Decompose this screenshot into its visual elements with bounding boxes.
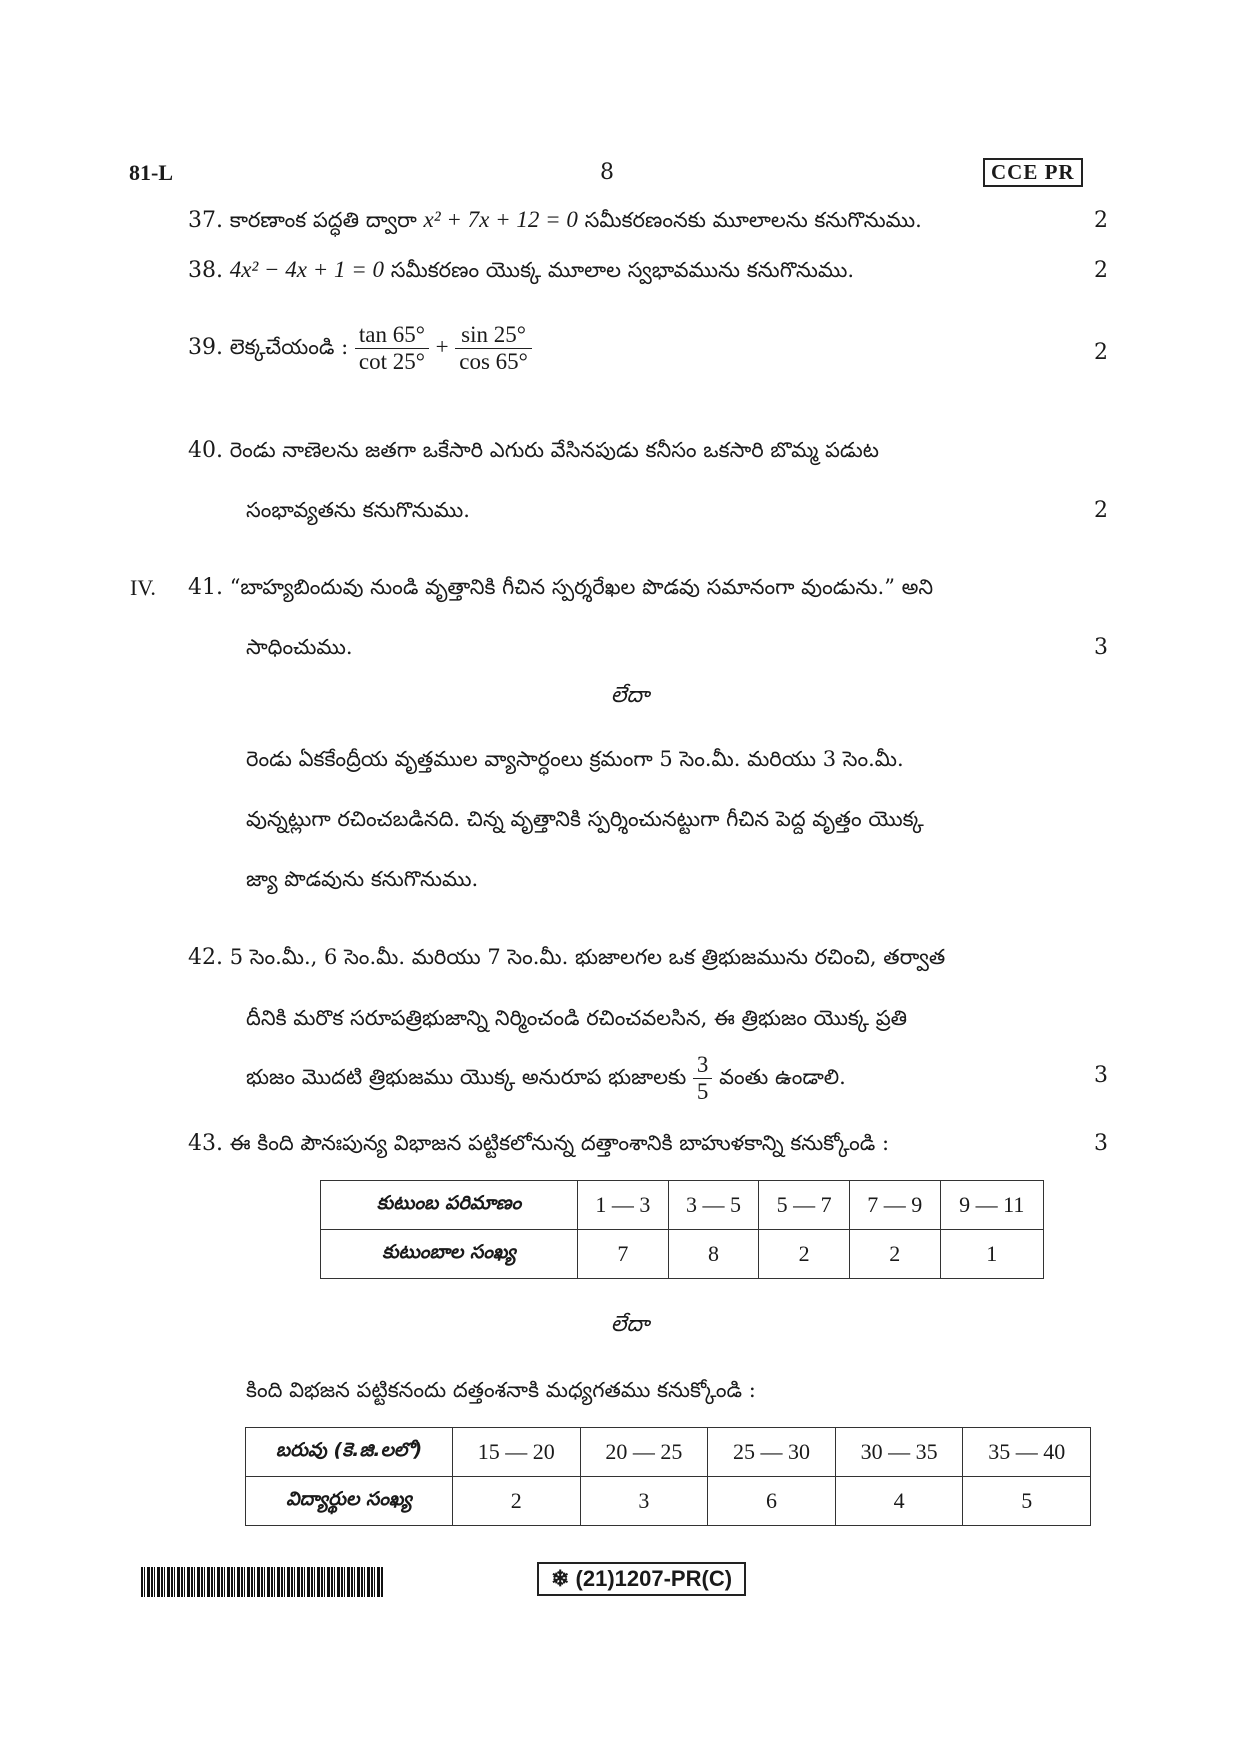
or-divider: లేదా	[610, 1312, 650, 1337]
table-row	[246, 1477, 1091, 1526]
row-label: బరువు (కె.జి.లలో)	[246, 1428, 453, 1477]
question-number: 42.	[188, 945, 223, 970]
or-divider: లేదా	[610, 683, 650, 708]
frequency-table-family-size	[320, 1180, 1044, 1279]
table-cell: 30 — 35	[835, 1428, 963, 1477]
table-cell: 6	[708, 1477, 836, 1526]
row-label: విద్యార్థుల సంఖ్య	[246, 1477, 453, 1526]
marks: 2	[1094, 258, 1108, 283]
marks: 2	[1094, 340, 1108, 365]
question-40	[188, 438, 879, 468]
question-42	[188, 945, 945, 975]
question-text: ఈ కింది పౌనఃపున్య విభాజన పట్టికలోనున్న దత్తాంశానికి బాహుళకాన్ని కనుక్కోండి :	[229, 1131, 890, 1155]
row-label: కుటుంబ పరిమాణం	[321, 1181, 578, 1230]
question-text: దీనికి మరొక సరూపత్రిభుజాన్ని నిర్మించండి రచించవలసిన, ఈ త్రిభుజం యొక్క ప్రతి	[246, 1006, 908, 1030]
table-cell: 1 — 3	[578, 1181, 669, 1230]
question-number: 41.	[188, 575, 223, 600]
fraction-tan-cot: $\frac{\tan 65^\circ}{\cot 25^\circ}$	[355, 322, 429, 375]
equation: x² + 7x + 12 = 0	[423, 207, 578, 232]
page-number: 8	[600, 160, 614, 185]
marks: 3	[1094, 635, 1108, 660]
fraction-sin-cos: $\frac{\sin 25^\circ}{\cos 65^\circ}$	[455, 322, 532, 375]
question-39	[188, 322, 532, 375]
row-label: కుటుంబాల సంఖ్య	[321, 1230, 578, 1279]
fraction-three-fifths: $\frac{3}{5}$	[693, 1052, 713, 1105]
question-text: సమీకరణంనకు మూలాలను కనుగొనుము.	[584, 208, 922, 232]
table-cell: 5	[963, 1477, 1091, 1526]
question-43	[188, 1131, 889, 1161]
exam-badge: CCE PR	[983, 158, 1083, 187]
question-text: లెక్కచేయండి :	[229, 335, 349, 359]
alternative-text: కింది విభజన పట్టికనందు దత్తంశనాకి మధ్యగతము కనుక్కోండి :	[246, 1378, 756, 1402]
question-number: 37.	[188, 208, 223, 233]
marks: 2	[1094, 208, 1108, 233]
question-41	[188, 575, 933, 605]
alternative-text: రెండు ఏకకేంద్రీయ వృత్తముల వ్యాసార్ధంలు క్రమంగా 5 సెం.మీ. మరియు 3 సెం.మీ.	[246, 747, 904, 771]
question-number: 38.	[188, 258, 223, 283]
question-37	[188, 207, 922, 238]
equation: 4x² − 4x + 1 = 0	[229, 257, 385, 282]
alternative-text: జ్యా పొడవును కనుగొనుము.	[246, 867, 479, 891]
barcode-icon	[141, 1567, 383, 1597]
table-cell: 8	[668, 1230, 759, 1279]
marks: 3	[1094, 1131, 1108, 1156]
frequency-table-weight	[245, 1427, 1091, 1526]
marks: 3	[1094, 1063, 1108, 1088]
marks: 2	[1094, 498, 1108, 523]
section-number: IV.	[130, 575, 156, 600]
table-row	[321, 1230, 1044, 1279]
question-text: 5 సెం.మీ., 6 సెం.మీ. మరియు 7 సెం.మీ. భుజాలగల ఒక త్రిభుజమును రచించి, తర్వాత	[229, 945, 946, 969]
paper-code: 81-L	[129, 160, 173, 185]
table-cell: 7 — 9	[849, 1181, 940, 1230]
table-cell: 20 — 25	[580, 1428, 708, 1477]
question-number: 43.	[188, 1131, 223, 1156]
question-text: సమీకరణం యొక్క మూలాల స్వభావమును కనుగొనుము.	[390, 258, 855, 282]
table-row	[321, 1181, 1044, 1230]
question-text: “బాహ్యబిందువు నుండి వృత్తానికి గీచిన స్పర్శరేఖల పొడవు సమానంగా వుండును.” అని	[229, 575, 934, 599]
table-cell: 4	[835, 1477, 963, 1526]
table-cell: 3 — 5	[668, 1181, 759, 1230]
question-text: భుజం మొదటి త్రిభుజము యొక్క అనురూప భుజాలకు $\frac{3}{5}$ వంతు ఉండాలి.	[246, 1052, 846, 1104]
table-cell: 2	[849, 1230, 940, 1279]
table-cell: 25 — 30	[708, 1428, 836, 1477]
alternative-text: వున్నట్లుగా రచించబడినది. చిన్న వృత్తానికి స్పర్శించునట్టుగా గీచిన పెద్ద వృత్తం యొక్క	[246, 807, 924, 831]
table-cell: 3	[580, 1477, 708, 1526]
table-cell: 15 — 20	[453, 1428, 581, 1477]
question-number: 39.	[188, 335, 223, 360]
question-number: 40.	[188, 438, 223, 463]
question-text: కారణాంక పద్ధతి ద్వారా	[229, 208, 417, 232]
table-cell: 7	[578, 1230, 669, 1279]
table-cell: 2	[759, 1230, 850, 1279]
question-text: సంభావ్యతను కనుగొనుము.	[246, 498, 470, 522]
table-row	[246, 1428, 1091, 1477]
table-cell: 35 — 40	[963, 1428, 1091, 1477]
question-38	[188, 257, 854, 288]
table-cell: 5 — 7	[759, 1181, 850, 1230]
table-cell: 1	[940, 1230, 1044, 1279]
footer-paper-code: ❄ (21)1207-PR(C)	[537, 1562, 746, 1596]
question-text: సాధించుము.	[246, 635, 353, 659]
table-cell: 9 — 11	[940, 1181, 1044, 1230]
plus-sign: +	[435, 334, 449, 359]
table-cell: 2	[453, 1477, 581, 1526]
question-text: రెండు నాణెలను జతగా ఒకేసారి ఎగురు వేసినపుడు కనీసం ఒకసారి బొమ్మ పడుట	[229, 438, 879, 462]
